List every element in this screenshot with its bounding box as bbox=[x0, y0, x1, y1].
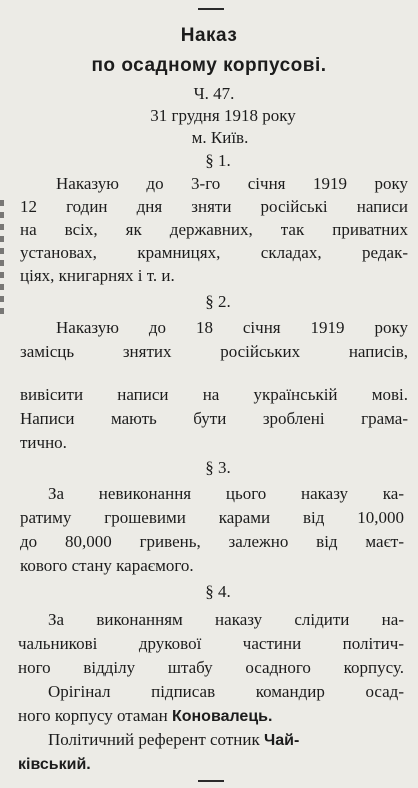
section-2-line-2: замісць знятих російських написів, bbox=[20, 342, 408, 361]
section-4-line-6 bbox=[48, 730, 404, 751]
top-divider bbox=[198, 8, 224, 10]
section-4-line-5-text: ного корпусу отаман bbox=[18, 706, 172, 725]
section-2-line-4: Написи мають бути зроблені грама- bbox=[20, 409, 408, 428]
order-title: Наказ bbox=[180, 25, 238, 46]
section-3-line-1: За невиконання цього наказу ка- bbox=[48, 484, 404, 503]
section-mark-2: § 2. bbox=[205, 292, 231, 311]
section-1-line-2: 12 годин дня зняти російські написи bbox=[20, 197, 408, 216]
section-3-line-2: ратиму грошевими карами від 10,000 bbox=[20, 508, 404, 527]
section-4-line-5 bbox=[18, 706, 404, 727]
section-2-line-5: тично. bbox=[20, 433, 67, 452]
section-1-line-3: на всіх, як державних, так приватних bbox=[20, 220, 408, 239]
commander-name: Коновалець. bbox=[171, 708, 273, 725]
section-mark-4: § 4. bbox=[205, 582, 231, 601]
section-mark-1: § 1. bbox=[205, 151, 231, 170]
order-number: Ч. 47. bbox=[193, 84, 235, 103]
section-mark-3: § 3. bbox=[205, 458, 231, 477]
section-3-line-3: до 80,000 гривень, залежно від маєт- bbox=[20, 532, 404, 551]
section-4-line-7 bbox=[18, 754, 404, 775]
order-place: м. Київ. bbox=[191, 128, 249, 147]
section-4-line-4: Орігінал підписав командир осад- bbox=[48, 682, 404, 701]
section-1-line-1: Наказую до 3-го січня 1919 року bbox=[56, 174, 408, 193]
section-4-line-6-text: Політичний референт сотник bbox=[48, 730, 264, 749]
section-1-line-4: установах, крамницях, складах, редак- bbox=[20, 243, 408, 262]
section-2-line-1: Наказую до 18 січня 1919 року bbox=[56, 318, 408, 337]
order-date: 31 грудня 1918 року bbox=[150, 106, 296, 125]
section-1-line-5: ціях, книгарнях і т. и. bbox=[20, 266, 175, 285]
section-4-line-1: За виконанням наказу слідити на- bbox=[48, 610, 404, 629]
section-4-line-3: ного відділу штабу осадного корпусу. bbox=[18, 658, 404, 677]
referent-name-end: ківський. bbox=[18, 756, 91, 773]
order-subtitle: по осадному корпусові. bbox=[91, 55, 327, 76]
section-2-line-3: вивісити написи на українській мові. bbox=[20, 385, 408, 404]
section-4-line-2: чальникові друкової частини політич- bbox=[18, 634, 404, 653]
referent-name-start: Чай- bbox=[263, 732, 300, 749]
bottom-divider bbox=[198, 780, 224, 782]
section-3-line-4: кового стану караємого. bbox=[20, 556, 194, 575]
